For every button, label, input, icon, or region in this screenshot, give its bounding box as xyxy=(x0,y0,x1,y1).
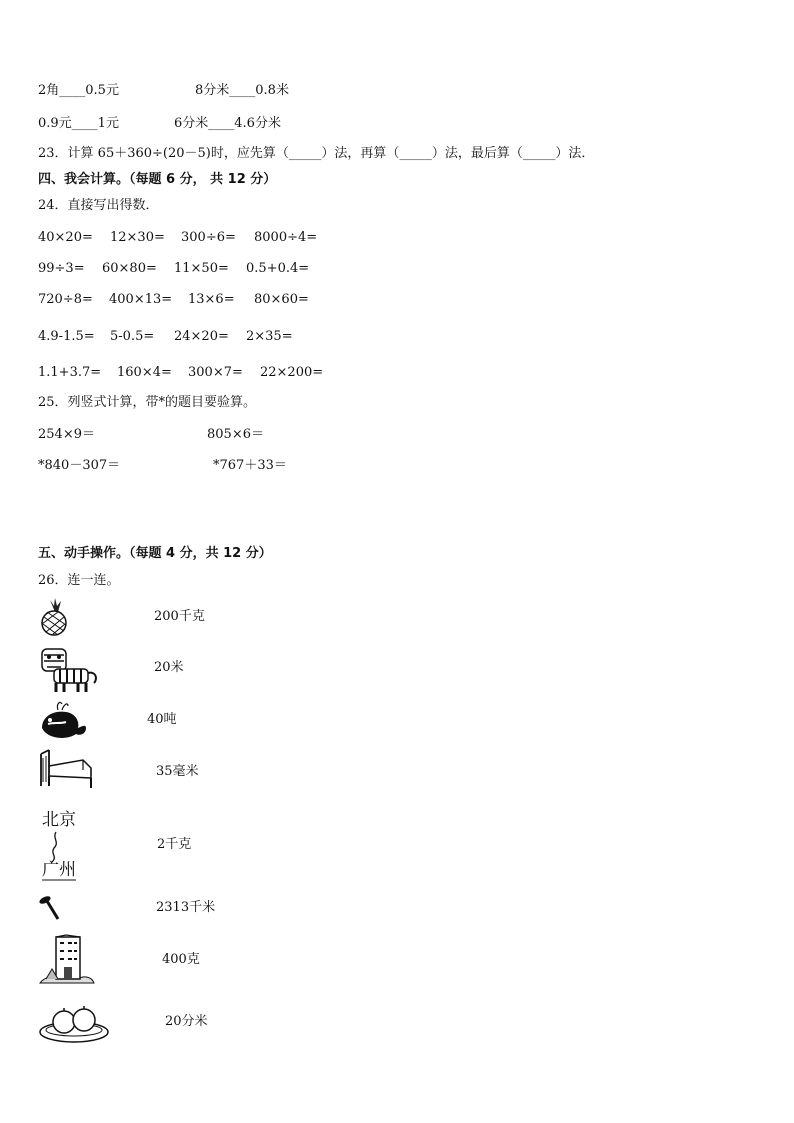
whale-icon[interactable] xyxy=(38,698,88,742)
compare-item: 6分米____4.6分米 xyxy=(174,116,281,131)
vertical-calc: 805×6＝ xyxy=(207,427,264,442)
fruit-plate-icon[interactable] xyxy=(38,1002,110,1044)
oral-calc: 11×50= xyxy=(174,261,229,276)
oral-calc: 22×200= xyxy=(260,365,324,380)
oral-calc: 5-0.5= xyxy=(110,329,155,344)
match-label[interactable]: 20分米 xyxy=(165,1014,208,1029)
oral-calc: 12×30= xyxy=(110,230,165,245)
oral-calc: 300×7= xyxy=(188,365,243,380)
oral-calc: 60×80= xyxy=(102,261,157,276)
oral-calc: 8000÷4= xyxy=(254,230,318,245)
question-26: 26．连一连。 xyxy=(38,573,120,588)
route-start-label: 北京 xyxy=(42,810,76,830)
vertical-calc: *767＋33＝ xyxy=(213,458,287,473)
question-24: 24．直接写出得数． xyxy=(38,198,159,213)
match-label[interactable]: 200千克 xyxy=(154,609,205,624)
oral-calc: 300÷6= xyxy=(181,230,236,245)
route-icon[interactable] xyxy=(38,808,82,882)
match-label[interactable]: 35毫米 xyxy=(156,764,199,779)
match-label[interactable]: 2313千米 xyxy=(156,900,216,915)
tiger-icon[interactable] xyxy=(38,645,102,695)
vertical-calc: *840－307＝ xyxy=(38,458,121,473)
oral-calc: 40×20= xyxy=(38,230,93,245)
question-23: 23．计算 65＋360÷(20－5)时，应先算（_____）法，再算（_____）法，最后算（_____）法． xyxy=(38,146,595,161)
oral-calc: 2×35= xyxy=(246,329,293,344)
oral-calc: 720÷8= xyxy=(38,292,93,307)
section-5-heading: 五、动手操作。（每题 4 分，共 12 分） xyxy=(38,546,272,561)
bed-icon[interactable] xyxy=(38,746,94,790)
route-end-label: 广州 xyxy=(42,860,76,880)
oral-calc: 80×60= xyxy=(254,292,309,307)
match-label[interactable]: 2千克 xyxy=(157,837,192,852)
oral-calc: 4.9-1.5= xyxy=(38,329,95,344)
nail-icon[interactable] xyxy=(38,894,64,922)
oral-calc: 160×4= xyxy=(117,365,172,380)
match-label[interactable]: 40吨 xyxy=(147,712,177,727)
match-label[interactable]: 20米 xyxy=(154,660,184,675)
pineapple-icon[interactable] xyxy=(38,598,72,636)
section-4-heading: 四、我会计算。（每题 6 分， 共 12 分） xyxy=(38,172,277,187)
oral-calc: 1.1+3.7= xyxy=(38,365,102,380)
question-25: 25．列竖式计算，带*的题目要验算。 xyxy=(38,395,257,410)
compare-item: 0.9元____1元 xyxy=(38,116,119,131)
compare-item: 2角____0.5元 xyxy=(38,83,119,98)
oral-calc: 400×13= xyxy=(109,292,173,307)
oral-calc: 24×20= xyxy=(174,329,229,344)
oral-calc: 13×6= xyxy=(188,292,235,307)
building-icon[interactable] xyxy=(38,933,96,985)
oral-calc: 0.5+0.4= xyxy=(246,261,310,276)
match-label[interactable]: 400克 xyxy=(162,952,200,967)
vertical-calc: 254×9＝ xyxy=(38,427,95,442)
oral-calc: 99÷3= xyxy=(38,261,85,276)
compare-item: 8分米____0.8米 xyxy=(195,83,289,98)
